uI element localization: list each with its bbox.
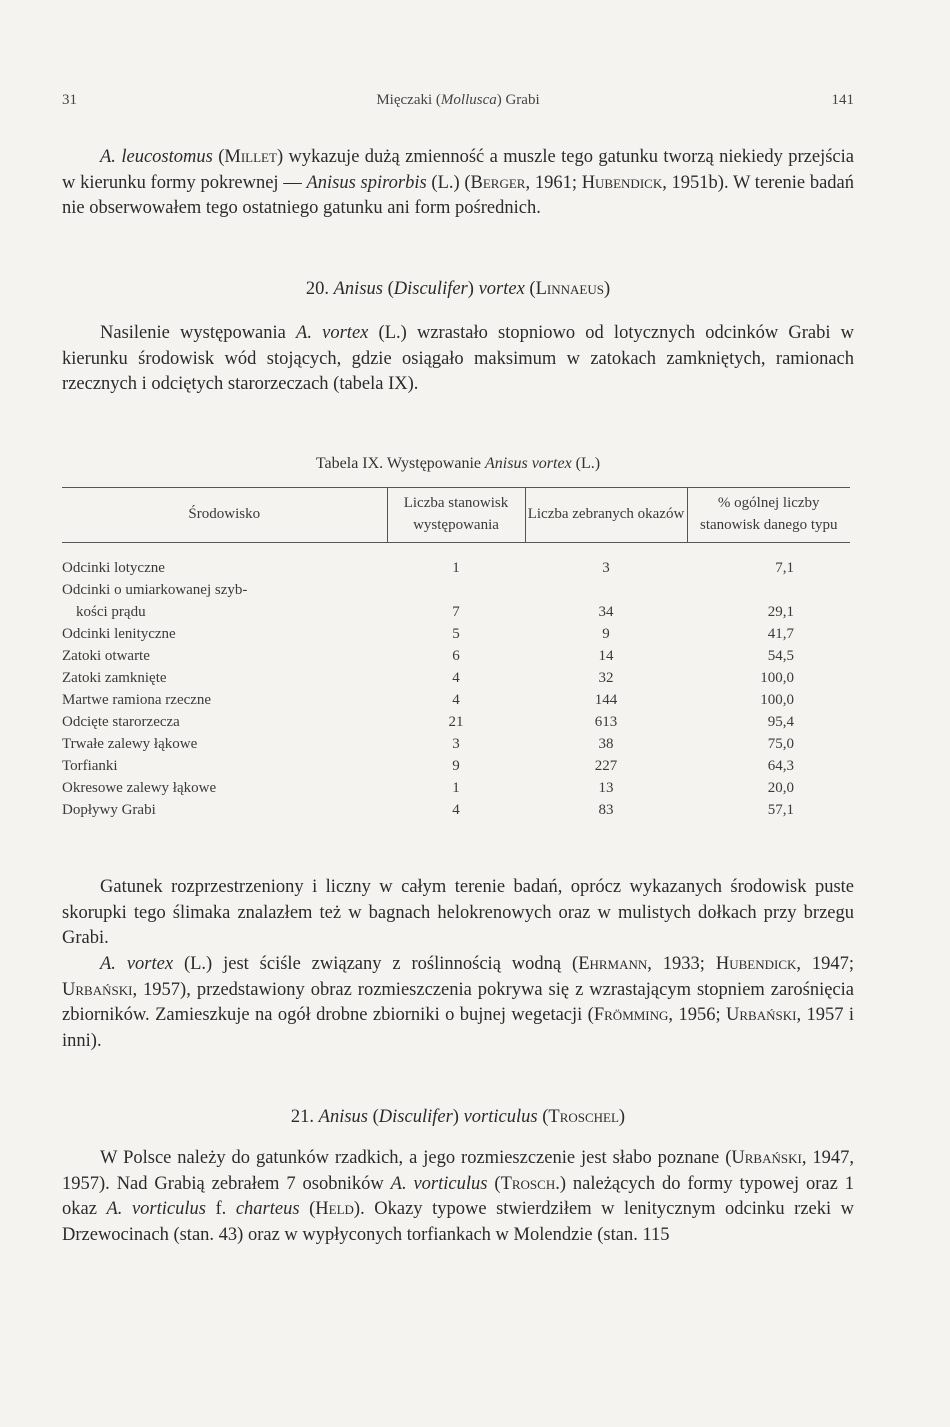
table-row: kości prądu 7 34 29,1 bbox=[76, 604, 794, 620]
table-row: Okresowe zalewy łąkowe 1 13 20,0 bbox=[62, 780, 794, 796]
col-header-percent: % ogólnej liczby stanowisk danego typu bbox=[687, 488, 850, 543]
table-row: Odcinki lotyczne 1 3 7,1 bbox=[62, 560, 794, 576]
header-page-left: 31 bbox=[62, 92, 77, 108]
table-row: Odcinki o umiarkowanej szyb- bbox=[62, 582, 248, 598]
table-row: Odcięte starorzecza 21 613 95,4 bbox=[62, 714, 794, 730]
header-title: Mięczaki (Mollusca) Grabi bbox=[376, 92, 540, 108]
paragraph-leucostomus: A. leucostomus (Millet) wykazuje dużą zmienność a muszle tego gatunku tworzą niekiedy przejścia w kierunku formy pokrewnej — Anisus spirorbis (L.) (Berger, 1961; Hubendick, 1951b). W terenie badań nie obserwowałem tego ostatniego gatunku ani form pośrednich. bbox=[62, 147, 855, 218]
table-row: Torfianki 9 227 64,3 bbox=[62, 758, 794, 774]
paragraph-vorticulus: W Polsce należy do gatunków rzadkich, a jego rozmieszczenie jest słabo poznane (Urbański, 1947, 1957). Nad Grabią zebrałem 7 osobników A. vorticulus (Trosch.) należących do formy typowej oraz 1 okaz A. vorticulus f. charteus (Held). Okazy typowe stwierdziłem w lenitycznym odcinku rzeki w Drzewocinach (stan. 43) oraz w wypłyconych torfiankach w Molendzie (stan. 115 bbox=[62, 1148, 855, 1245]
table-header-row bbox=[62, 488, 850, 543]
col-header-specimens: Liczba zebranych okazów bbox=[525, 488, 687, 543]
paragraph-vortex-habitat: A. vortex (L.) jest ściśle związany z roślinnością wodną (Ehrmann, 1933; Hubendick, 1947; Urbański, 1957), przedstawiony obraz rozmieszczenia pokrywa się z wzrastającym stopniem zarośnięcia zbiorników. Zamieszkuje na ogół drobne zbiorniki o bujnej wegetacji (Frömming, 1956; Urbański, 1957 i inni). bbox=[62, 954, 855, 1051]
section-heading-20: 20. Anisus (Disculifer) vortex (Linnaeus) bbox=[305, 279, 611, 299]
table-caption: Tabela IX. Występowanie Anisus vortex (L.) bbox=[315, 455, 601, 472]
col-header-environment: Środowisko bbox=[62, 488, 387, 543]
table-row: Martwe ramiona rzeczne 4 144 100,0 bbox=[62, 692, 794, 708]
table-row: Odcinki lenityczne 5 9 41,7 bbox=[62, 626, 794, 642]
header-page-number: 141 bbox=[831, 92, 854, 108]
table-row: Zatoki zamknięte 4 32 100,0 bbox=[62, 670, 794, 686]
table-row: Zatoki otwarte 6 14 54,5 bbox=[62, 648, 794, 664]
table-row: Trwałe zalewy łąkowe 3 38 75,0 bbox=[62, 736, 794, 752]
paragraph-distribution: Gatunek rozprzestrzeniony i liczny w całym terenie badań, oprócz wykazanych środowisk puste skorupki tego ślimaka znalazłem też w bagnach helokrenowych oraz w mulistych dołkach przy brzegu Grabi. bbox=[62, 877, 854, 948]
paragraph-vortex-intro: Nasilenie występowania A. vortex (L.) wzrastało stopniowo od lotycznych odcinków Grabi w kierunku środowisk wód stojących, gdzie osiągało maksimum w zatokach zamkniętych, ramionach rzecznych i odciętych starorzeczach (tabela IX). bbox=[62, 323, 855, 394]
section-heading-21: 21. Anisus (Disculifer) vorticulus (Troschel) bbox=[290, 1107, 626, 1127]
occurrence-table bbox=[62, 487, 850, 821]
col-header-sites: Liczba stanowisk występowania bbox=[387, 488, 525, 543]
table-row: Dopływy Grabi 4 83 57,1 bbox=[62, 802, 794, 818]
